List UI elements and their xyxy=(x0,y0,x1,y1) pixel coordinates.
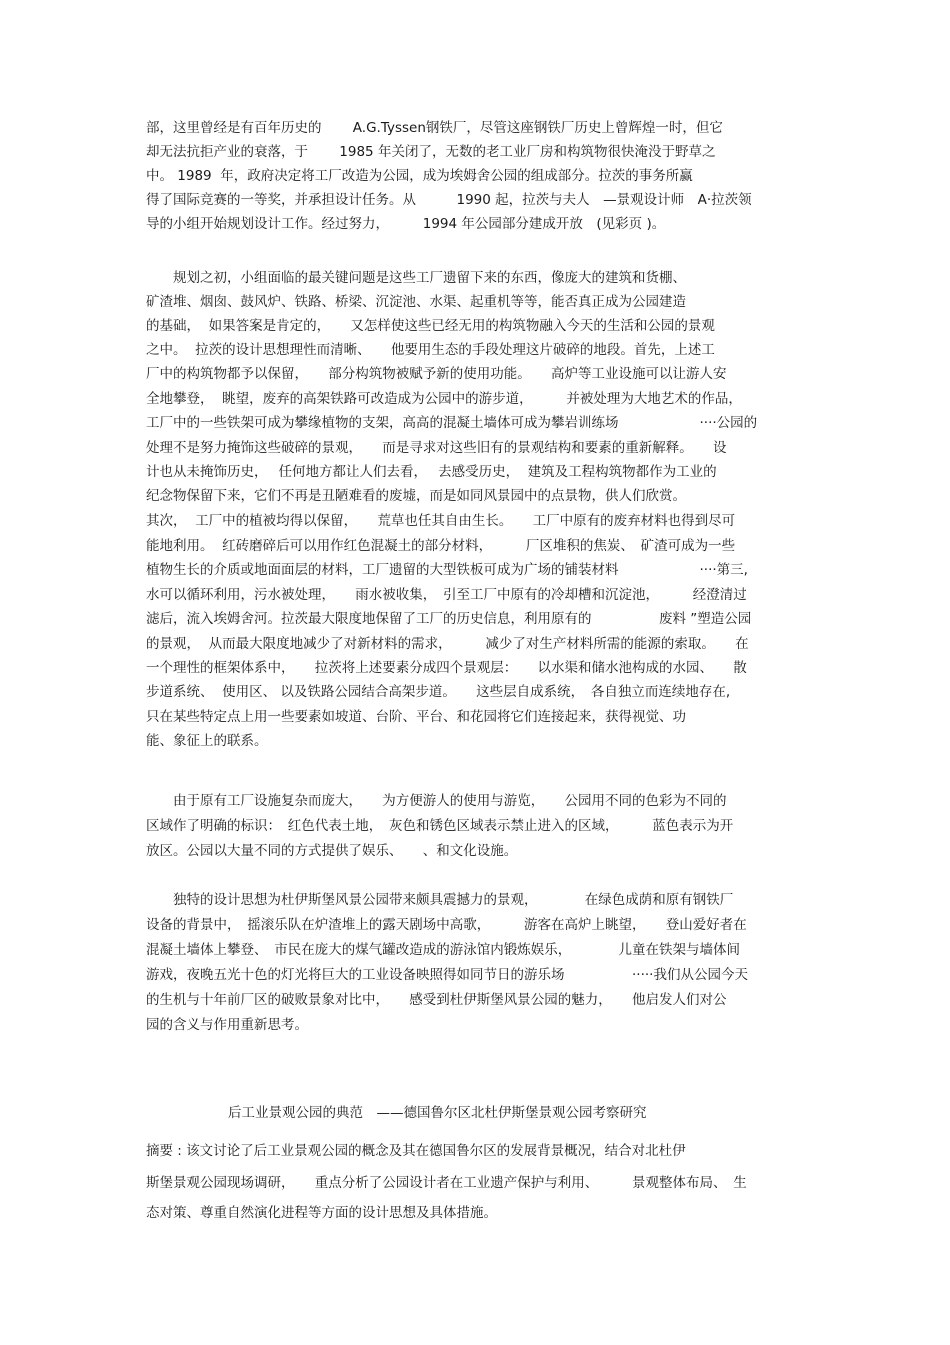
title-line: 后工业景观公园的典范 ——德国鲁尔区北杜伊斯堡景观公园考察研究 xyxy=(228,1105,647,1121)
text-line: 能地利用。 红砖磨碎后可以用作红色混凝土的部分材料， 厂区堆积的焦炭、 矿渣可成为一些 xyxy=(146,538,736,554)
text-line: 厂中的构筑物都予以保留， 部分构筑物被赋予新的使用功能。 高炉等工业设施可以让游人安 xyxy=(146,366,727,382)
text-line: 滤后，流入埃姆舍河。拉茨最大限度地保留了工厂的历史信息，利用原有的 废料 ”塑造公园 xyxy=(146,611,752,627)
text-line: 态对策、尊重自然演化进程等方面的设计思想及具体措施。 xyxy=(146,1205,497,1221)
text-line: 水可以循环利用，污水被处理， 雨水被收集， 引至工厂中原有的冷却槽和沉淀池， 经澄清过 xyxy=(146,587,747,603)
text-line: 的基础， 如果答案是肯定的， 又怎样使这些已经无用的构筑物融入今天的生活和公园的景观 xyxy=(146,318,715,334)
text-line: 园的含义与作用重新思考。 xyxy=(146,1017,308,1033)
text-line: 斯堡景观公园现场调研， 重点分析了公园设计者在工业遗产保护与利用、 景观整体布局、 生 xyxy=(146,1175,747,1191)
text-line: 矿渣堆、烟囱、鼓风炉、铁路、桥梁、沉淀池、水渠、起重机等等，能否真正成为公园建造 xyxy=(146,294,686,310)
text-line: 一个理性的框架体系中， 拉茨将上述要素分成四个景观层： 以水渠和储水池构成的水园、 散 xyxy=(146,660,747,676)
text-line: 处理不是努力掩饰这些破碎的景观， 而是寻求对这些旧有的景观结构和要素的重新解释。 设 xyxy=(146,440,727,456)
text-line: 摘要 : 该文讨论了后工业景观公园的概念及其在德国鲁尔区的发展背景概况，结合对北杜伊 xyxy=(146,1143,686,1159)
text-line: 的景观， 从而最大限度地减少了对新材料的需求， 减少了对生产材料所需的能源的索取。 在 xyxy=(146,636,749,652)
text-line: 能、象征上的联系。 xyxy=(146,733,268,749)
text-line: 由于原有工厂设施复杂而庞大， 为方便游人的使用与游览， 公园用不同的色彩为不同的 xyxy=(146,793,727,809)
text-line: 的生机与十年前厂区的破败景象对比中， 感受到杜伊斯堡风景公园的魅力， 他启发人们对公 xyxy=(146,992,727,1008)
text-line: 混凝土墙体上攀登、 市民在庞大的煤气罐改造成的游泳馆内锻炼娱乐， 儿童在铁架与墙体间 xyxy=(146,942,740,958)
text-line: 其次， 工厂中的植被均得以保留， 荒草也任其自由生长。 工厂中原有的废弃材料也得到尽可 xyxy=(146,513,736,529)
text-line: 中。 1989 年，政府决定将工厂改造为公园，成为埃姆舍公园的组成部分。拉茨的事务所赢 xyxy=(146,168,693,184)
text-line: 计也从未掩饰历史， 任何地方都让人们去看， 去感受历史， 建筑及工程构筑物都作为工业的 xyxy=(146,464,717,480)
text-line: 步道系统、 使用区、 以及铁路公园结合高架步道。 这些层自成系统， 各自独立而连续地存在, xyxy=(146,684,731,700)
text-line: 独特的设计思想为杜伊斯堡风景公园带来颇具震撼力的景观， 在绿色成荫和原有钢铁厂 xyxy=(146,892,734,908)
text-line: 导的小组开始规划设计工作。经过努力， 1994 年公园部分建成开放 (见彩页 )。 xyxy=(146,216,666,232)
text-line: 部，这里曾经是有百年历史的 A.G.Tyssen钢铁厂，尽管这座钢铁厂历史上曾辉煌一时，但它 xyxy=(146,120,723,136)
text-line: 却无法抗拒产业的衰落，于 1985 年关闭了，无数的老工业厂房和构筑物很快淹没于野草之 xyxy=(146,144,716,160)
text-line: 区域作了明确的标识： 红色代表土地， 灰色和锈色区域表示禁止进入的区域， 蓝色表示为开 xyxy=(146,818,734,834)
text-line: 规划之初，小组面临的最关键问题是这些工厂遗留下来的东西，像庞大的建筑和货棚、 xyxy=(146,270,686,286)
text-line: 设备的背景中， 摇滚乐队在炉渣堆上的露天剧场中高歌， 游客在高炉上眺望， 登山爱好者在 xyxy=(146,917,747,933)
text-line: 纪念物保留下来，它们不再是丑陋难看的废墟，而是如同风景园中的点景物，供人们欣赏。 xyxy=(146,488,686,504)
text-line: 植物生长的介质或地面面层的材料，工厂遗留的大型铁板可成为广场的铺装材料 ····第三, xyxy=(146,562,748,578)
text-line: 全地攀登， 眺望，废弃的高架铁路可改造成为公园中的游步道， 并被处理为大地艺术的作品， xyxy=(146,391,742,407)
text-line: 得了国际竞赛的一等奖，并承担设计任务。从 1990 起，拉茨与夫人 —景观设计师 A·拉茨领 xyxy=(146,192,752,208)
text-line: 游戏，夜晚五光十色的灯光将巨大的工业设备映照得如同节日的游乐场 ·····我们从公园今天 xyxy=(146,967,748,983)
text-line: 工厂中的一些铁架可成为攀缘植物的支架，高高的混凝土墙体可成为攀岩训练场 ····公园的 xyxy=(146,415,758,431)
text-line: 只在某些特定点上用一些要素如坡道、台阶、平台、和花园将它们连接起来，获得视觉、功 xyxy=(146,709,686,725)
text-line: 之中。 拉茨的设计思想理性而清晰、 他要用生态的手段处理这片破碎的地段。首先，上述工 xyxy=(146,342,715,358)
text-line: 放区。公园以大量不同的方式提供了娱乐、 、和文化设施。 xyxy=(146,843,518,859)
